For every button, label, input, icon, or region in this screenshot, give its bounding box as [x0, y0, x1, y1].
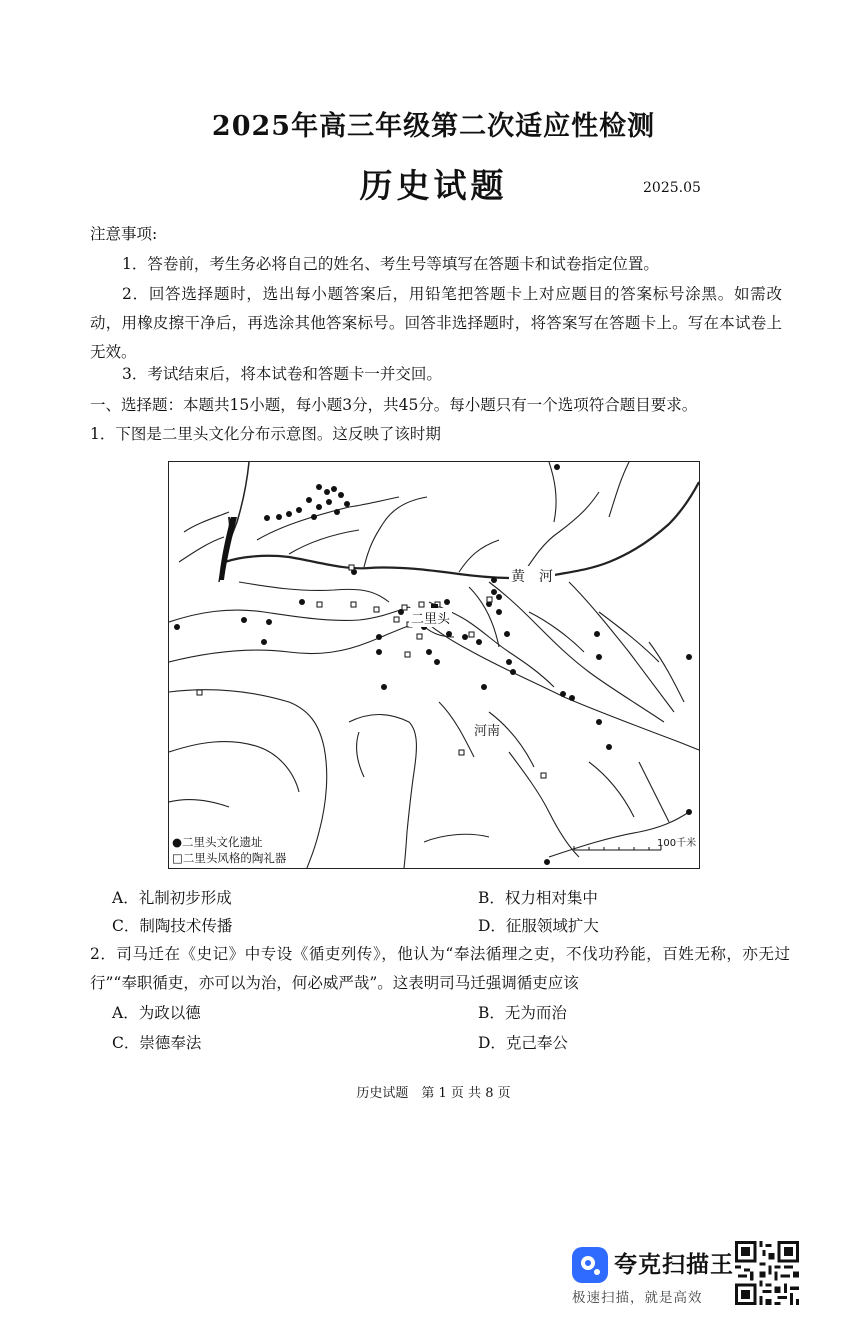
q1-option-c: C．制陶技术传播 — [112, 917, 233, 935]
map-label-yellow-river: 黄 河 — [509, 566, 555, 586]
q1-option-d: D．征服领域扩大 — [478, 917, 599, 935]
section-heading: 一、选择题：本题共15小题，每小题3分，共45分。每小题只有一个选项符合题目要求。 — [90, 396, 698, 414]
note-item-2: 2．回答选择题时，选出每小题答案后，用铅笔把答题卡上对应题目的答案标号涂黑。如需改动，用橡皮擦干净后，再选涂其他答案标号。回答非选择题时，将答案写在答题卡上。写在本试卷上无效。 — [90, 285, 782, 361]
map-label-erlitou: 二里头 — [409, 608, 452, 627]
erlitou-distribution-map — [168, 461, 700, 869]
q2-option-c: C．崇德奉法 — [112, 1034, 202, 1052]
qr-code-icon — [735, 1241, 799, 1305]
page-footer: 历史试题 第 1 页 共 8 页 — [356, 1086, 511, 1101]
subject-title: 历史试题 — [359, 166, 508, 205]
question-1-stem: 1．下图是二里头文化分布示意图。这反映了该时期 — [90, 425, 441, 443]
map-scale-label: 100千米 — [657, 838, 697, 849]
q1-option-b: B．权力相对集中 — [478, 889, 598, 907]
question-2-stem: 2．司马迁在《史记》中专设《循吏列传》，他认为“奉法循理之吏，不伐功矜能，百姓无称，亦无过行”“奉职循吏，亦可以为治，何必威严哉”。这表明司马迁强调循吏应该 — [90, 945, 790, 992]
notes-heading: 注意事项: — [90, 225, 158, 243]
scanner-slogan: 极速扫描，就是高效 — [572, 1290, 703, 1306]
q1-option-a: A．礼制初步形成 — [112, 889, 232, 907]
q2-option-d: D．克己奉公 — [478, 1034, 568, 1052]
q2-option-a: A．为政以德 — [112, 1004, 201, 1022]
exam-title: 2025年高三年级第二次适应性检测 — [211, 111, 656, 142]
scanner-logo-icon — [572, 1247, 608, 1283]
q2-option-b: B．无为而治 — [478, 1004, 567, 1022]
note-item-1: 1．答卷前，考生务必将自己的姓名、考生号等填写在答题卡和试卷指定位置。 — [122, 255, 659, 273]
map-legend-sites: ●二里头文化遗址 — [172, 835, 263, 849]
map-label-henan: 河南 — [474, 724, 501, 739]
exam-date: 2025.05 — [643, 180, 701, 196]
note-item-3: 3．考试结束后，将本试卷和答题卡一并交回。 — [122, 365, 442, 383]
map-legend-vessels: □二里头风格的陶礼器 — [172, 851, 287, 865]
scanner-brand: 夸克扫描王 — [614, 1252, 734, 1278]
